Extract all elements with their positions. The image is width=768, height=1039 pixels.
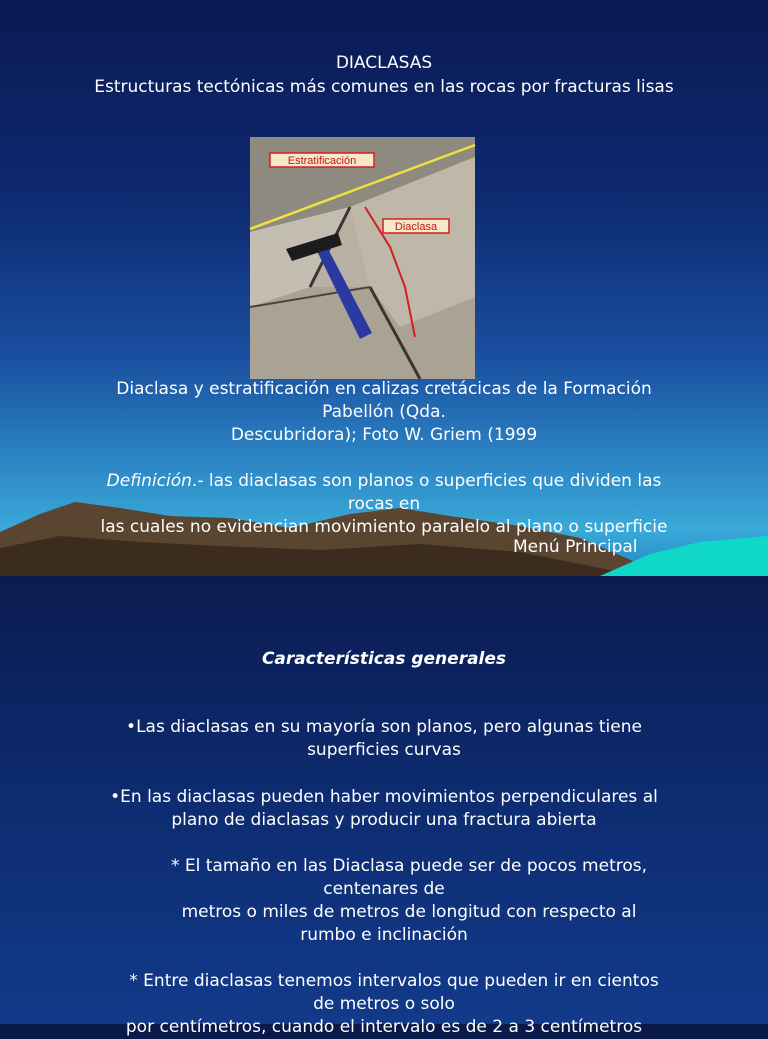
bullet-3 [0,855,768,947]
bullet-1 [0,716,768,762]
definition-line: rocas en [347,494,421,514]
photo-caption [0,378,768,447]
bullet-line: superficies curvas [307,740,461,760]
definition [0,470,768,539]
bullet-line: •Las diaclasas en su mayoría son planos, pero algunas tiene [126,717,642,737]
label-joint: Diaclasa [394,221,438,233]
definition-term: Definición [106,471,192,491]
definition-line: las cuales no evidencian movimiento paralelo al plano o superficie [100,517,668,537]
bullet-line: plano de diaclasas y producir una fractura abierta [171,810,597,830]
section-heading: Características generales [261,649,507,669]
bullet-line: centenares de [323,879,445,899]
caption-line: Pabellón (Qda. [322,402,446,422]
bullet-line: * Entre diaclasas tenemos intervalos que pueden ir en cientos [129,971,659,991]
rock-photo [250,137,475,379]
menu-principal-link[interactable]: Menú Principal [513,537,638,557]
caption-line: Descubridora); Foto W. Griem (1999 [230,425,538,445]
bullet-line: •En las diaclasas pueden haber movimientos perpendiculares al [110,787,658,807]
definition-text: .- las diaclasas son planos o superficies que dividen las [191,471,662,491]
bullet-line: metros o miles de metros de longitud con respecto al [181,902,637,922]
bullet-line: * El tamaño en las Diaclasa puede ser de pocos metros, [170,856,648,876]
slide-2 [0,576,768,1037]
bullet-4 [0,970,768,1039]
bullet-2 [0,786,768,832]
definition-line-1 [0,470,768,493]
bullet-line: por centímetros, cuando el intervalo es de 2 a 3 centímetros [125,1017,643,1037]
label-strata: Estratificación [287,155,357,167]
bullet-line: rumbo e inclinación [300,925,468,945]
slide-subtitle: Estructuras tectónicas más comunes en las rocas por fracturas lisas [94,77,674,97]
slide-title: DIACLASAS [335,53,433,73]
caption-line: Diaclasa y estratificación en calizas cretácicas de la Formación [116,379,652,399]
bullet-line: de metros o solo [313,994,455,1014]
